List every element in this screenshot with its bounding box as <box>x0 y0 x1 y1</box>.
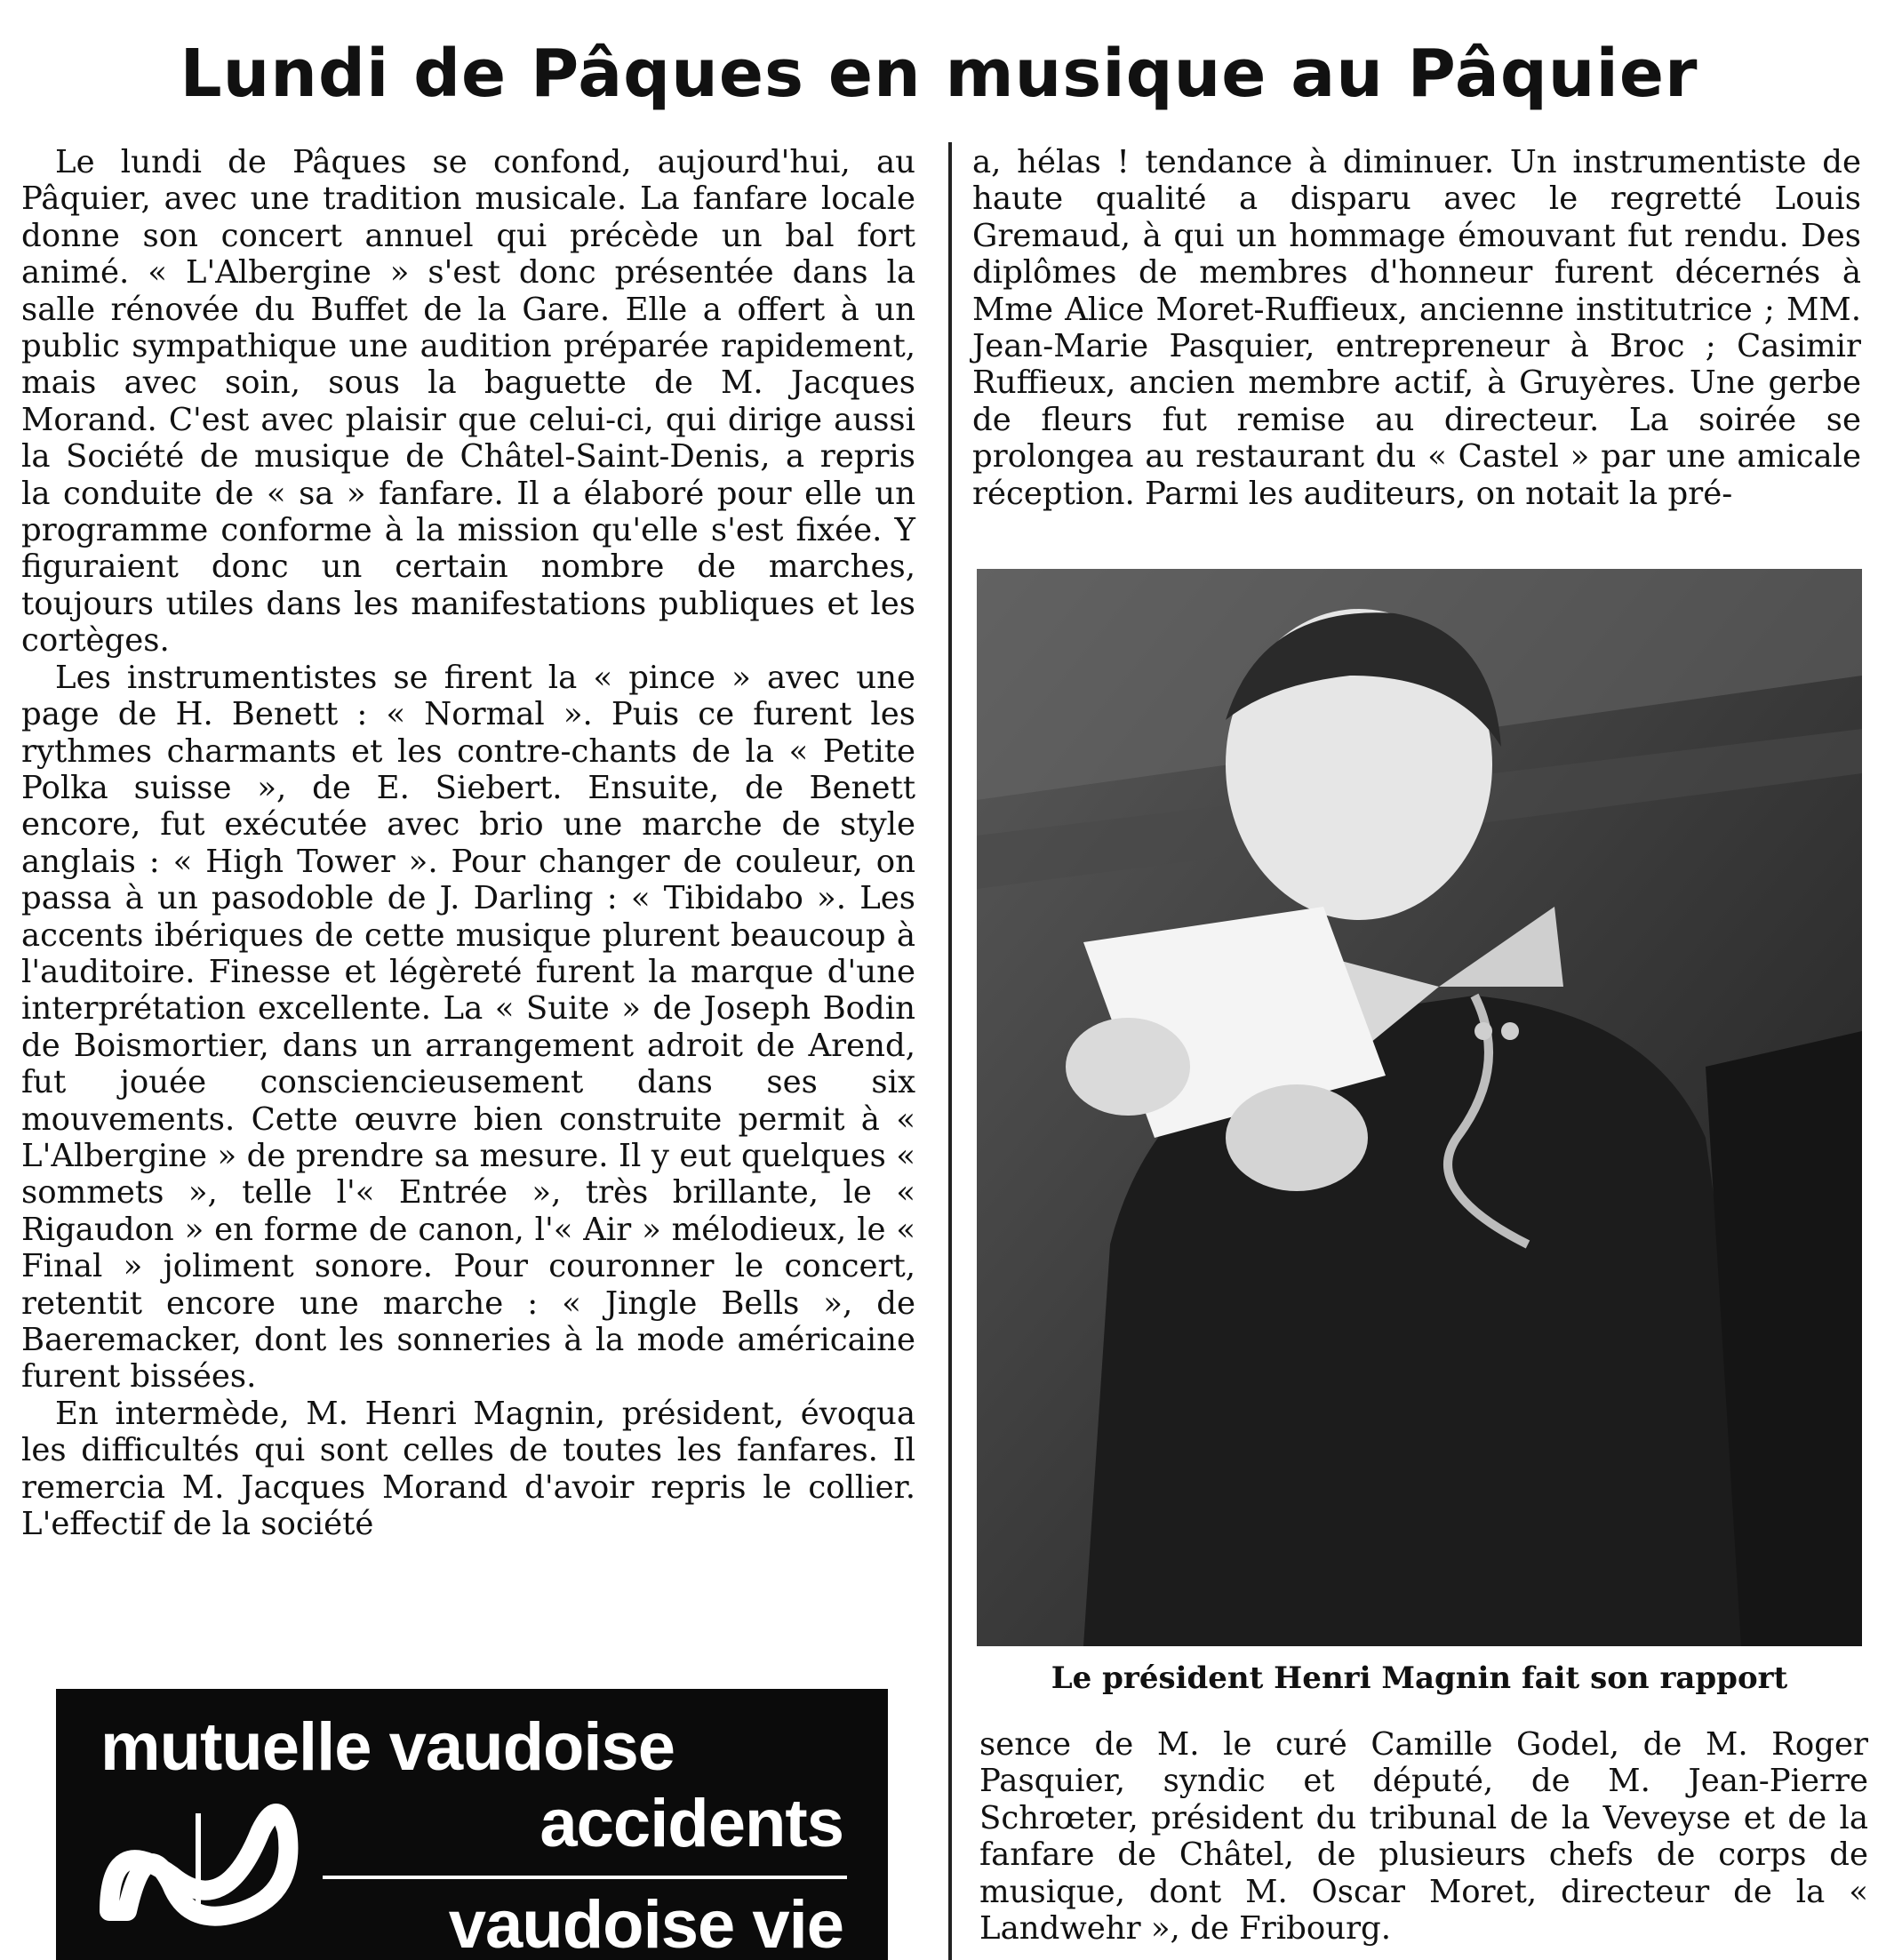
ad-line-1: mutuelle vaudoise <box>100 1709 675 1785</box>
left-column <box>21 144 915 1542</box>
ad-line-3: vaudoise vie <box>448 1887 843 1960</box>
photo-caption: Le président Henri Magnin fait son rapport <box>1051 1660 1788 1696</box>
article-paragraph-2: Les instrumentistes se firent la « pince » avec une page de H. Benett : « Normal ». Puis ce furent les rythmes charmants et les contre-chants de la « Petite Polka suisse », de E. Siebert. Ensuite, de Benett encore, fut exécutée avec brio une marche de style anglais : « High Tower ». Pour changer de couleur, on passa à un pasodoble de J. Darling : « Tibidabo ». Les accents ibériques de cette musique plurent beaucoup à l'auditoire. Finesse et légèreté furent la marque d'une interprétation excellente. La « Suite » de Joseph Bodin de Boismortier, dans un arrangement adroit de Arend, fut jouée consciencieusement dans ses six mouvements. Cette œuvre bien construite permit à « L'Albergine » de prendre sa mesure. Il y eut quelques « sommets », telle l'« Entrée », très brillante, le « Rigaudon » en forme de canon, l'« Air » mélodieux, le « Final » joliment sonore. Pour couronner le concert, retentit encore une marche : « Jingle Bells », de Baeremacker, dont les sonneries à la mode américaine furent bissées. <box>21 659 915 1396</box>
mutuelle-vaudoise-ad <box>56 1689 888 1960</box>
column-rule <box>948 142 952 1960</box>
right-column-top <box>972 144 1861 512</box>
article-ending: sence de M. le curé Camille Godel, de M. Roger Pasquier, syndic et député, de M. Jean-Pierre Schrœter, président du tribunal de la Veveyse et de la fanfare de Châtel, de plusieurs chefs de corps de musique, dont M. Oscar Moret, directeur de la « Landwehr », de Fribourg. <box>979 1726 1868 1948</box>
article-continuation: a, hélas ! tendance à diminuer. Un instrumentiste de haute qualité a disparu avec le regretté Louis Gremaud, à qui un hommage émouvant fut rendu. Des diplômes de membres d'honneur furent décernés à Mme Alice Moret-Ruffieux, ancienne institutrice ; MM. Jean-Marie Pasquier, entrepreneur à Broc ; Casimir Ruffieux, ancien membre actif, à Gruyères. Une gerbe de fleurs fut remise au directeur. La soirée se prolongea au restaurant du « Castel » par une amicale réception. Parmi les auditeurs, on notait la pré- <box>972 144 1861 512</box>
mutuelle-logo-icon <box>92 1778 305 1956</box>
article-paragraph-3: En intermède, M. Henri Magnin, président, évoqua les difficultés qui sont celles de toutes les fanfares. Il remercia M. Jacques Morand d'avoir repris le collier. L'effectif de la société <box>21 1395 915 1543</box>
ad-line-2: accidents <box>539 1786 843 1861</box>
right-column-bottom <box>979 1726 1868 1947</box>
photo-illustration <box>977 569 1862 1646</box>
president-photo <box>977 569 1862 1646</box>
article-paragraph-1: Le lundi de Pâques se confond, aujourd'hui, au Pâquier, avec une tradition musicale. La fanfare locale donne son concert annuel qui précède un bal fort animé. « L'Albergine » s'est donc présentée dans la salle rénovée du Buffet de la Gare. Elle a offert à un public sympathique une audition préparée rapidement, mais avec soin, sous la baguette de M. Jacques Morand. C'est avec plaisir que celui-ci, qui dirige aussi la Société de musique de Châtel-Saint-Denis, a repris la conduite de « sa » fanfare. Il a élaboré pour elle un programme conforme à la mission qu'elle s'est fixée. Y figuraient donc un certain nombre de marches, toujours utiles dans les manifestations publiques et les cortèges. <box>21 144 915 660</box>
headline: Lundi de Pâques en musique au Pâquier <box>180 36 1698 112</box>
ad-divider <box>323 1876 847 1879</box>
